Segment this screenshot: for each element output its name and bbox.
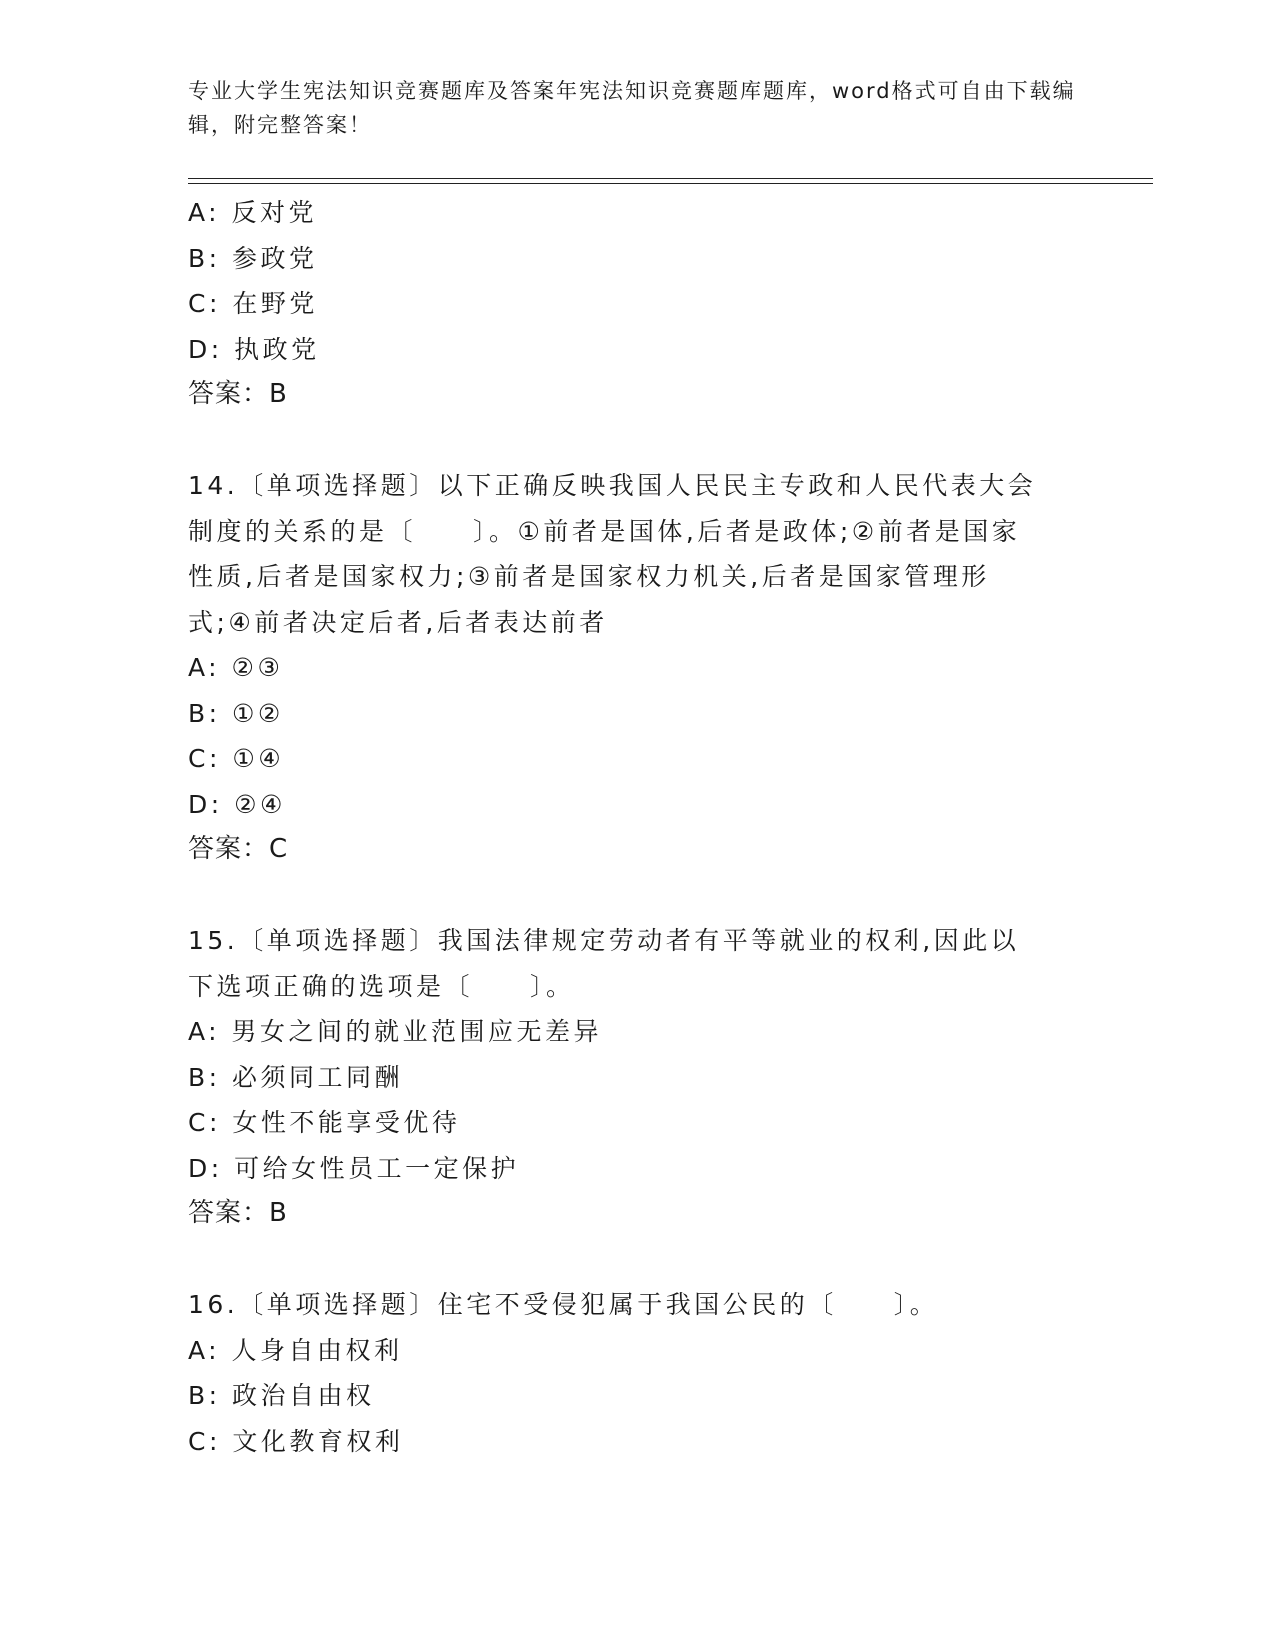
question-stem: 15.〔单项选择题〕我国法律规定劳动者有平等就业的权利,因此以下选项正确的选项是〔 〕。 bbox=[188, 926, 1020, 1001]
option-c: C: 文化教育权利 bbox=[188, 1426, 404, 1456]
question-16 bbox=[188, 1282, 1088, 1464]
option-d: D: ②④ bbox=[188, 789, 286, 819]
option-c: C: 在野党 bbox=[188, 289, 318, 318]
question-spacer bbox=[188, 1237, 1088, 1283]
answer-label: 答案：B bbox=[188, 379, 288, 409]
option-c: C: ①④ bbox=[188, 744, 285, 773]
option-b: B: 必须同工同酬 bbox=[188, 1062, 404, 1092]
option-a: A: 反对党 bbox=[188, 198, 318, 227]
option-d: D: 可给女性员工一定保护 bbox=[188, 1153, 520, 1183]
option-b: B: 政治自由权 bbox=[188, 1381, 375, 1410]
option-d: D: 执政党 bbox=[188, 334, 320, 364]
question-14 bbox=[188, 463, 1088, 873]
option-a: A: ②③ bbox=[188, 653, 284, 682]
question-spacer bbox=[188, 873, 1088, 919]
option-b: B: ①② bbox=[188, 698, 284, 728]
answer-label: 答案：C bbox=[188, 834, 289, 864]
option-a: A: 男女之间的就业范围应无差异 bbox=[188, 1017, 603, 1046]
question-15 bbox=[188, 918, 1088, 1237]
answer-label: 答案：B bbox=[188, 1198, 288, 1228]
question-spacer bbox=[188, 418, 1088, 464]
header-rule-bottom bbox=[188, 183, 1153, 184]
document-header: 专业大学生宪法知识竞赛题库及答案年宪法知识竞赛题库题库，word格式可自由下载编辑，附完整答案！ bbox=[188, 79, 1076, 137]
option-c: C: 女性不能享受优待 bbox=[188, 1108, 461, 1137]
question-13-tail bbox=[188, 190, 1088, 418]
option-a: A: 人身自由权利 bbox=[188, 1335, 403, 1365]
question-stem: 16.〔单项选择题〕住宅不受侵犯属于我国公民的〔 〕。 bbox=[188, 1290, 939, 1319]
question-list bbox=[188, 190, 1088, 1464]
question-stem: 14.〔单项选择题〕以下正确反映我国人民民主专政和人民代表大会制度的关系的是〔 〕。①前者是国体,后者是政体;②前者是国家性质,后者是国家权力;③前者是国家权力机关,后者是国家管理形式;④前者决定后者,后者表达前者 bbox=[188, 471, 1037, 637]
header-rule-top bbox=[188, 178, 1153, 179]
option-b: B: 参政党 bbox=[188, 243, 318, 273]
